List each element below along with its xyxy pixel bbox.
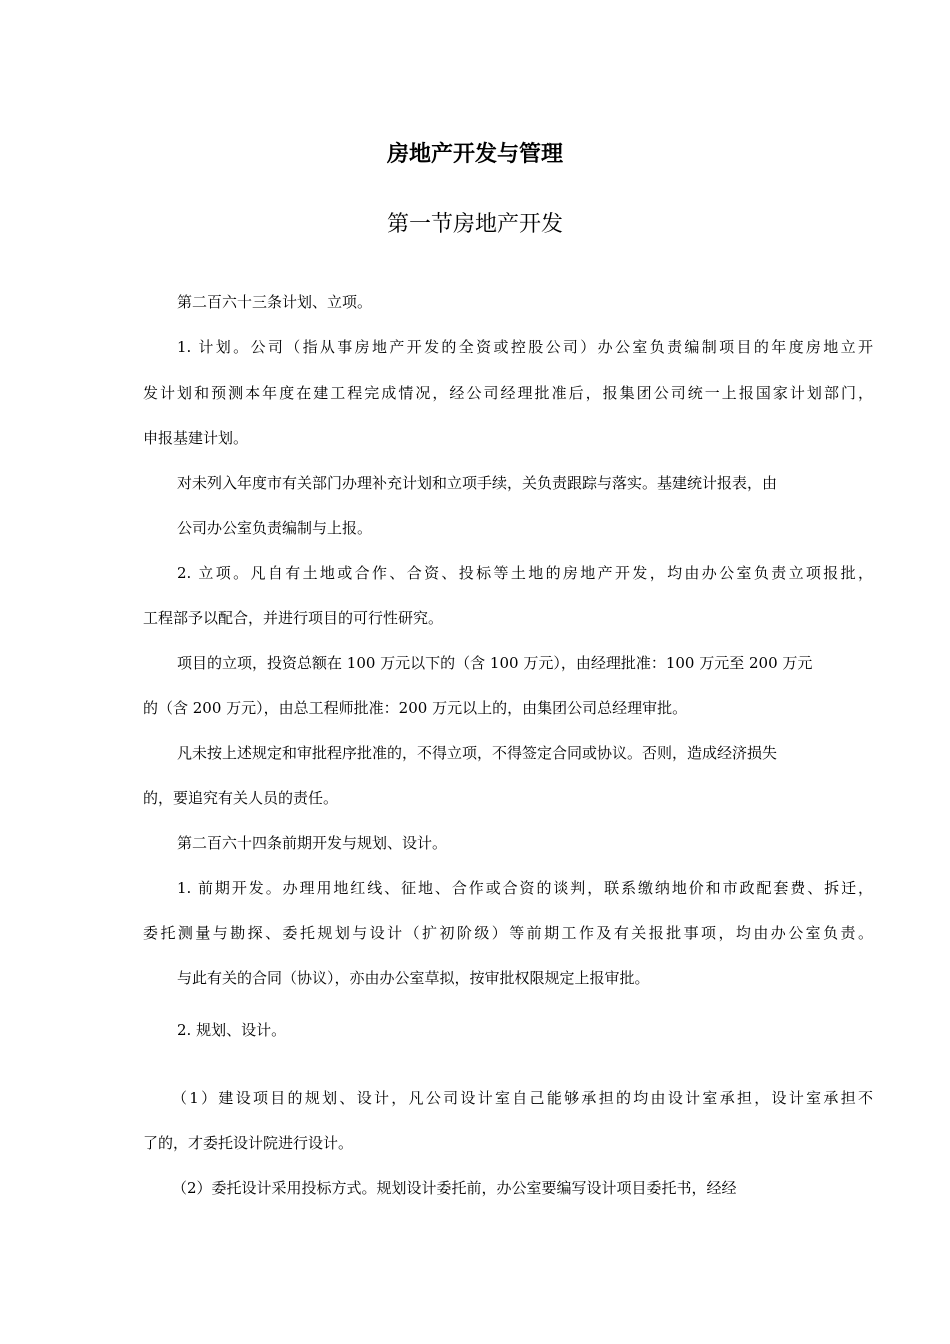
paragraph-line: （1）建设项目的规划、设计，凡公司设计室自己能够承担的均由设计室承担，设计室承担不 bbox=[172, 1089, 873, 1107]
paragraph-line: （2）委托设计采用投标方式。规划设计委托前，办公室要编写设计项目委托书，经经 bbox=[172, 1179, 737, 1197]
paragraph-line: 申报基建计划。 bbox=[143, 429, 249, 447]
paragraph-line: 与此有关的合同（协议），亦由办公室草拟，按审批权限规定上报审批。 bbox=[177, 969, 650, 987]
paragraph-line: 项目的立项，投资总额在 100 万元以下的（含 100 万元），由经理批准：100 万元至 200 万元 bbox=[177, 654, 813, 672]
paragraph-line: 2. 立项。凡自有土地或合作、合资、投标等土地的房地产开发，均由办公室负责立项报批， bbox=[177, 564, 873, 582]
section-title: 第一节房地产开发 bbox=[386, 212, 563, 237]
paragraph-line: 的，要追究有关人员的责任。 bbox=[143, 789, 339, 807]
paragraph-line: 的（含 200 万元），由总工程师批准：200 万元以上的，由集团公司总经理审批。 bbox=[143, 699, 688, 717]
paragraph-line: 对未列入年度市有关部门办理补充计划和立项手续，关负责跟踪与落实。基建统计报表，由 bbox=[177, 474, 778, 492]
paragraph-line: 公司办公室负责编制与上报。 bbox=[177, 519, 373, 537]
paragraph-line: 发计划和预测本年度在建工程完成情况，经公司经理批准后，报集团公司统一上报国家计划部门， bbox=[143, 384, 873, 402]
article-263-heading: 第二百六十三条计划、立项。 bbox=[177, 293, 373, 311]
paragraph-line: 2. 规划、设计。 bbox=[177, 1021, 287, 1039]
paragraph-line: 1. 前期开发。办理用地红线、征地、合作或合资的谈判，联系缴纳地价和市政配套费、拆迁， bbox=[177, 879, 873, 897]
document-title: 房地产开发与管理 bbox=[386, 142, 563, 167]
article-264-heading: 第二百六十四条前期开发与规划、设计。 bbox=[177, 834, 448, 852]
paragraph-line: 了的，才委托设计院进行设计。 bbox=[143, 1134, 354, 1152]
paragraph-line: 1. 计划。公司（指从事房地产开发的全资或控股公司）办公室负责编制项目的年度房地立开 bbox=[177, 338, 873, 356]
paragraph-line: 委托测量与勘探、委托规划与设计（扩初阶级）等前期工作及有关报批事项，均由办公室负责。 bbox=[143, 924, 873, 942]
paragraph-line: 工程部予以配合，并进行项目的可行性研究。 bbox=[143, 609, 444, 627]
paragraph-line: 凡未按上述规定和审批程序批准的，不得立项，不得签定合同或协议。否则，造成经济损失 bbox=[177, 744, 778, 762]
